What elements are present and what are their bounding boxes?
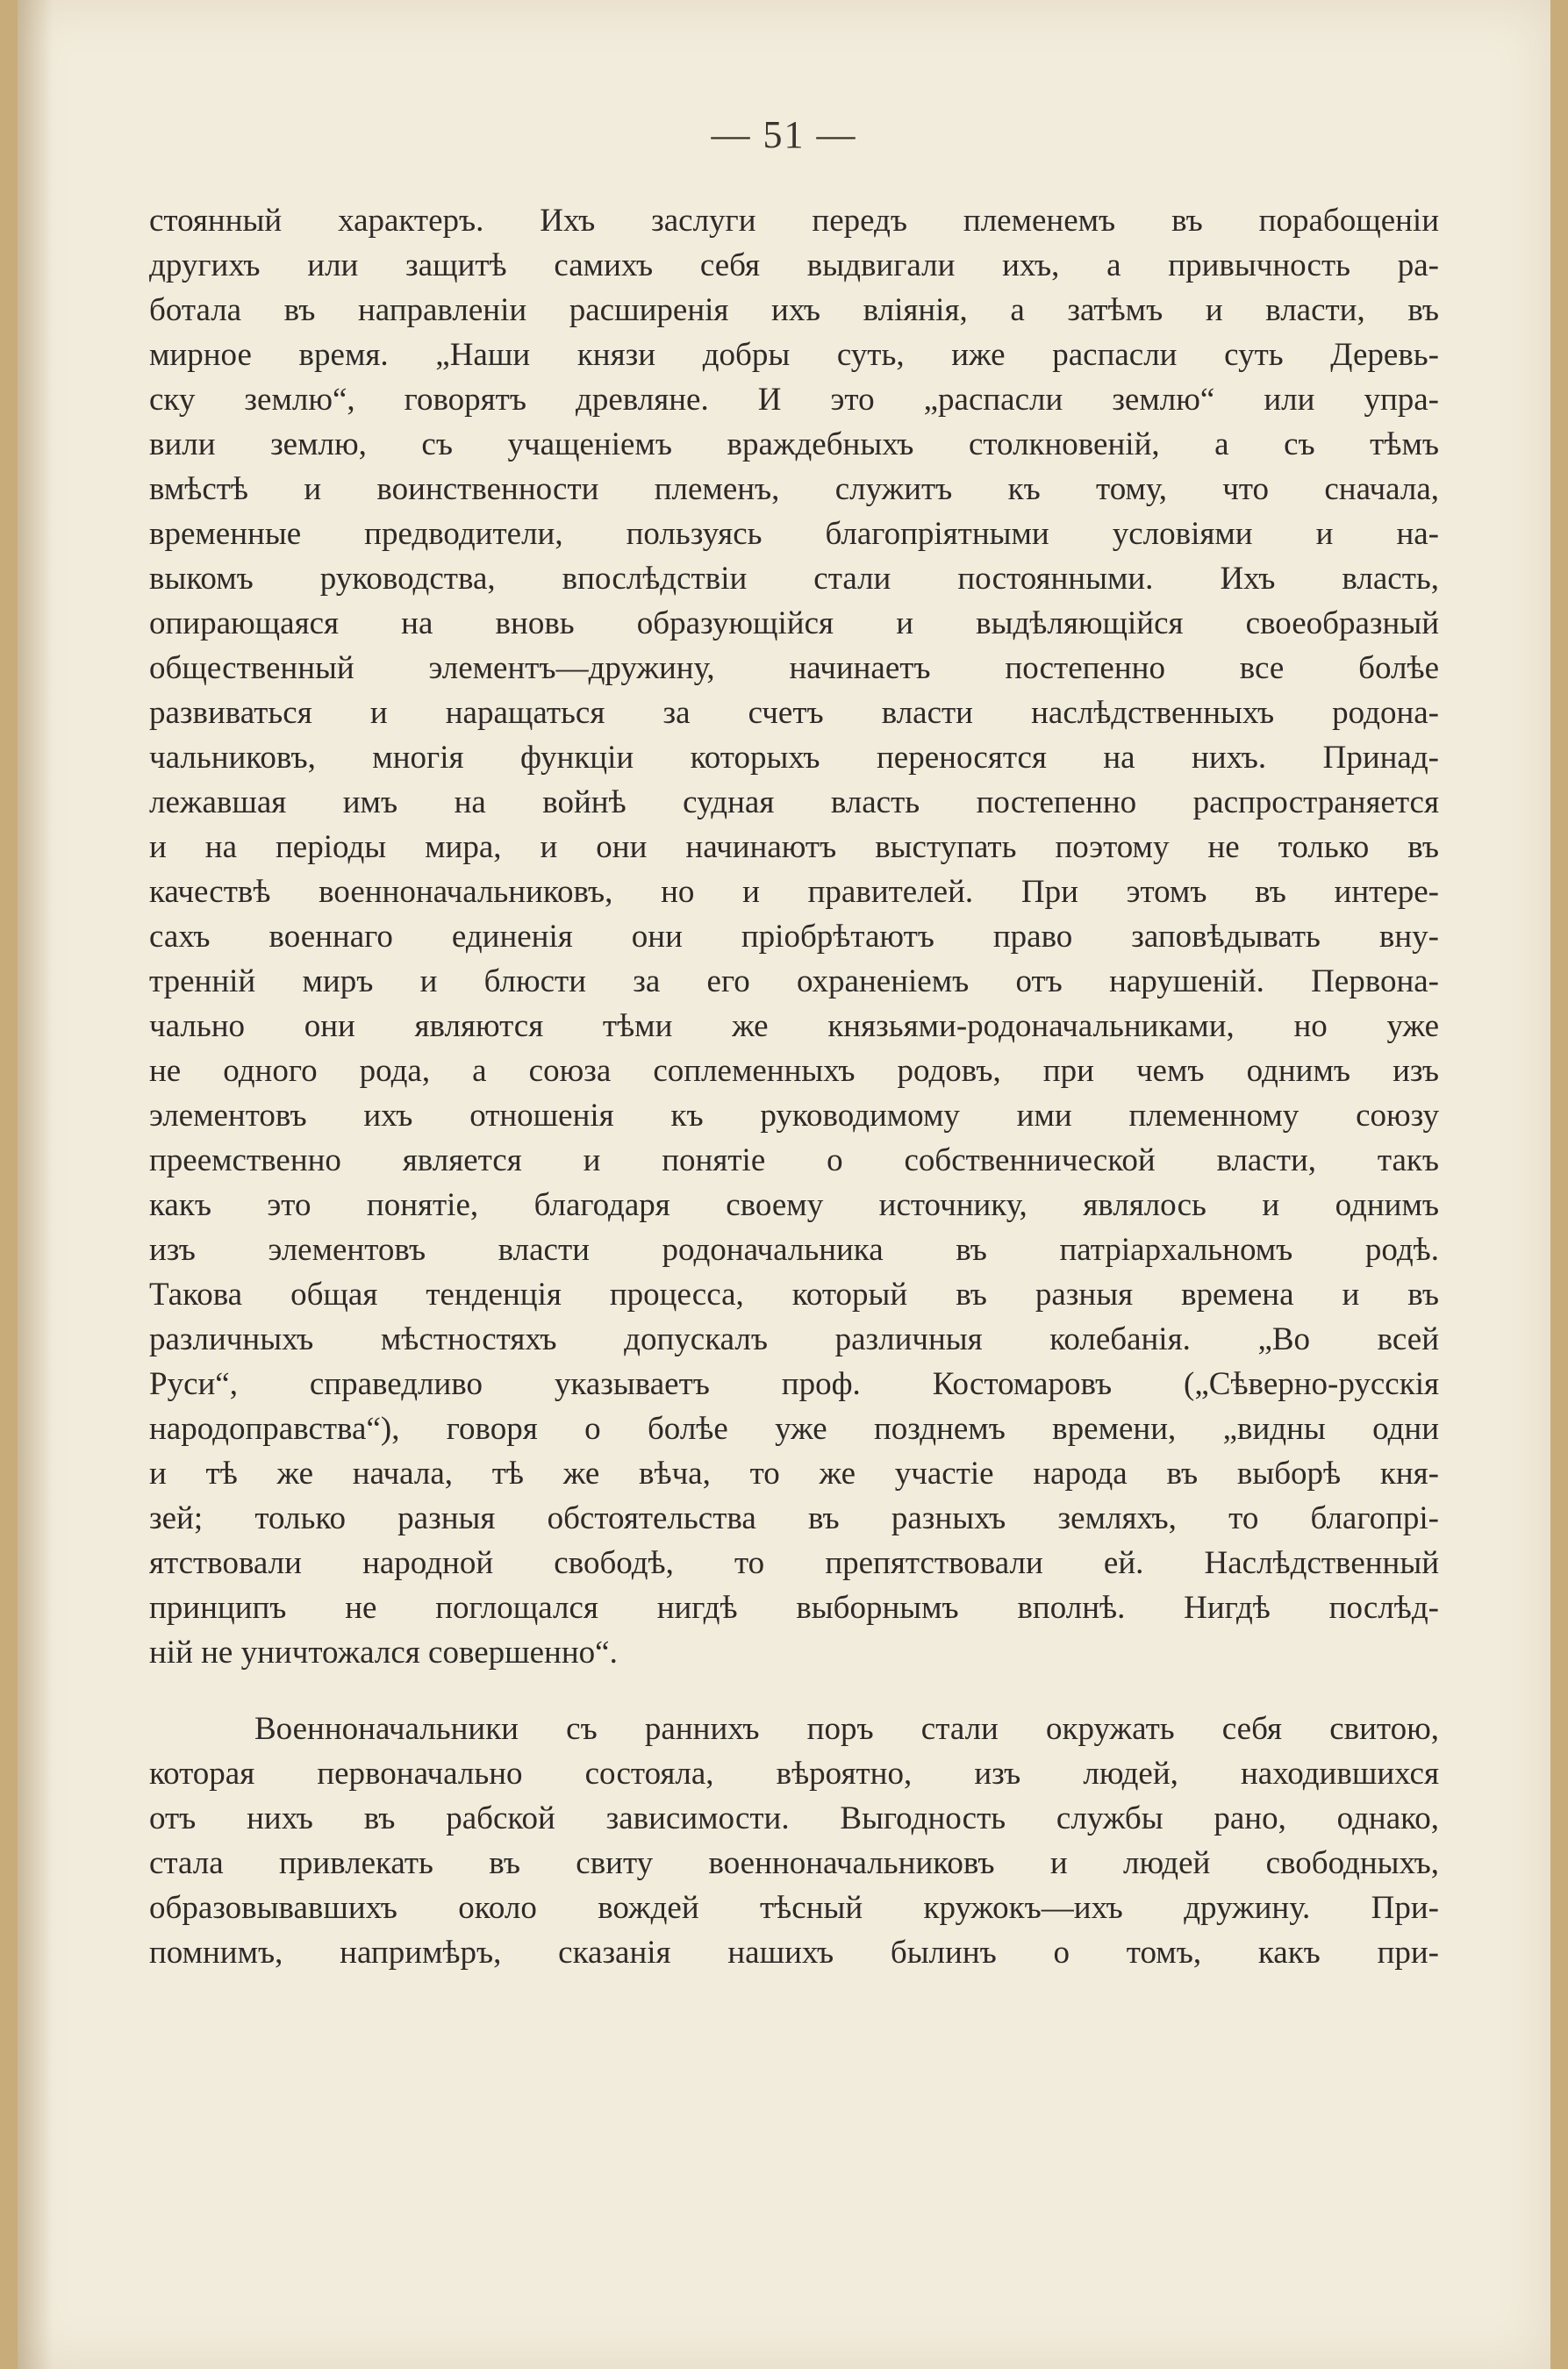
text-line: элементовъ ихъ отношенія къ руководимому ими племенному союзу	[149, 1098, 1439, 1134]
text-line: Такова общая тенденція процесса, который въ разныя времена и въ	[149, 1277, 1439, 1313]
text-line: образовывавшихъ около вождей тѣсный кружокъ—ихъ дружину. При-	[149, 1890, 1439, 1926]
text-line: временные предводители, пользуясь благопріятными условіями и на-	[149, 516, 1439, 552]
text-line: ятствовали народной свободѣ, то препятствовали ей. Наслѣдственный	[149, 1545, 1439, 1581]
text-line: принципъ не поглощался нигдѣ выборнымъ вполнѣ. Нигдѣ послѣд-	[149, 1590, 1439, 1626]
text-line: вмѣстѣ и воинственности племенъ, служитъ къ тому, что сначала,	[149, 471, 1439, 507]
text-line: Военноначальники съ раннихъ поръ стали окружать себя свитою,	[254, 1711, 1439, 1747]
text-line: ній не уничтожался совершенно“.	[149, 1635, 618, 1671]
text-line: стала привлекать въ свиту военноначальниковъ и людей свободныхъ,	[149, 1845, 1439, 1881]
text-line: чальниковъ, многія функціи которыхъ переносятся на нихъ. Принад-	[149, 740, 1439, 776]
text-line: развиваться и наращаться за счетъ власти наслѣдственныхъ родона-	[149, 695, 1439, 731]
paragraph-1	[149, 198, 1439, 1675]
text-line: опирающаяся на вновь образующійся и выдѣляющійся своеобразный	[149, 605, 1439, 641]
page-number: — 51 —	[711, 113, 857, 156]
text-line: другихъ или защитѣ самихъ себя выдвигали ихъ, а привычность ра-	[149, 247, 1439, 283]
text-line: качествѣ военноначальниковъ, но и правителей. При этомъ въ интере-	[149, 874, 1439, 910]
text-line: чально они являются тѣми же князьями-родоначальниками, но уже	[149, 1008, 1439, 1044]
text-line: вили землю, съ учащеніемъ враждебныхъ столкновеній, а съ тѣмъ	[149, 426, 1439, 462]
paragraph-2	[149, 1707, 1439, 1975]
text-line: мирное время. „Наши князи добры суть, иже распасли суть Деревь-	[149, 337, 1439, 373]
text-line: ботала въ направленіи расширенія ихъ вліянія, а затѣмъ и власти, въ	[149, 292, 1439, 328]
text-line: различныхъ мѣстностяхъ допускалъ различныя колебанія. „Во всей	[149, 1321, 1439, 1357]
text-line: народоправства“), говоря о болѣе уже позднемъ времени, „видны одни	[149, 1411, 1439, 1447]
text-line: общественный элементъ—дружину, начинаетъ постепенно все болѣе	[149, 650, 1439, 686]
text-line: зей; только разныя обстоятельства въ разныхъ земляхъ, то благопрі-	[149, 1500, 1439, 1536]
text-line: преемственно является и понятіе о собственнической власти, такъ	[149, 1142, 1439, 1178]
body-text	[149, 198, 1439, 1975]
text-line: стоянный характеръ. Ихъ заслуги передъ племенемъ въ порабощеніи	[149, 203, 1439, 239]
book-page	[18, 0, 1550, 2369]
text-line: изъ элементовъ власти родоначальника въ патріархальномъ родѣ.	[149, 1232, 1439, 1268]
text-line: не одного рода, а союза соплеменныхъ родовъ, при чемъ однимъ изъ	[149, 1053, 1439, 1089]
text-line: Руси“, справедливо указываетъ проф. Костомаровъ („Сѣверно-русскія	[149, 1366, 1439, 1402]
text-line: отъ нихъ въ рабской зависимости. Выгодность службы рано, однако,	[149, 1800, 1439, 1836]
text-line: тренній миръ и блюсти за его охраненіемъ отъ нарушеній. Первона-	[149, 963, 1439, 999]
text-line: сахъ военнаго единенія они пріобрѣтаютъ право заповѣдывать вну-	[149, 919, 1439, 955]
text-line: какъ это понятіе, благодаря своему источнику, являлось и однимъ	[149, 1187, 1439, 1223]
text-line: которая первоначально состояла, вѣроятно, изъ людей, находившихся	[149, 1756, 1439, 1792]
paragraph-gap	[149, 1675, 1439, 1707]
text-line: и тѣ же начала, тѣ же вѣча, то же участіе народа въ выборѣ кня-	[149, 1456, 1439, 1492]
text-line: помнимъ, напримѣръ, сказанія нашихъ былинъ о томъ, какъ при-	[149, 1935, 1439, 1971]
text-line: лежавшая имъ на войнѣ судная власть постепенно распространяется	[149, 784, 1439, 820]
text-line: и на періоды мира, и они начинаютъ выступать поэтому не только въ	[149, 829, 1439, 865]
text-line: ску землю“, говорятъ древляне. И это „распасли землю“ или упра-	[149, 382, 1439, 418]
page-gutter-shadow	[18, 0, 53, 2369]
text-line: выкомъ руководства, впослѣдствіи стали постоянными. Ихъ власть,	[149, 561, 1439, 597]
